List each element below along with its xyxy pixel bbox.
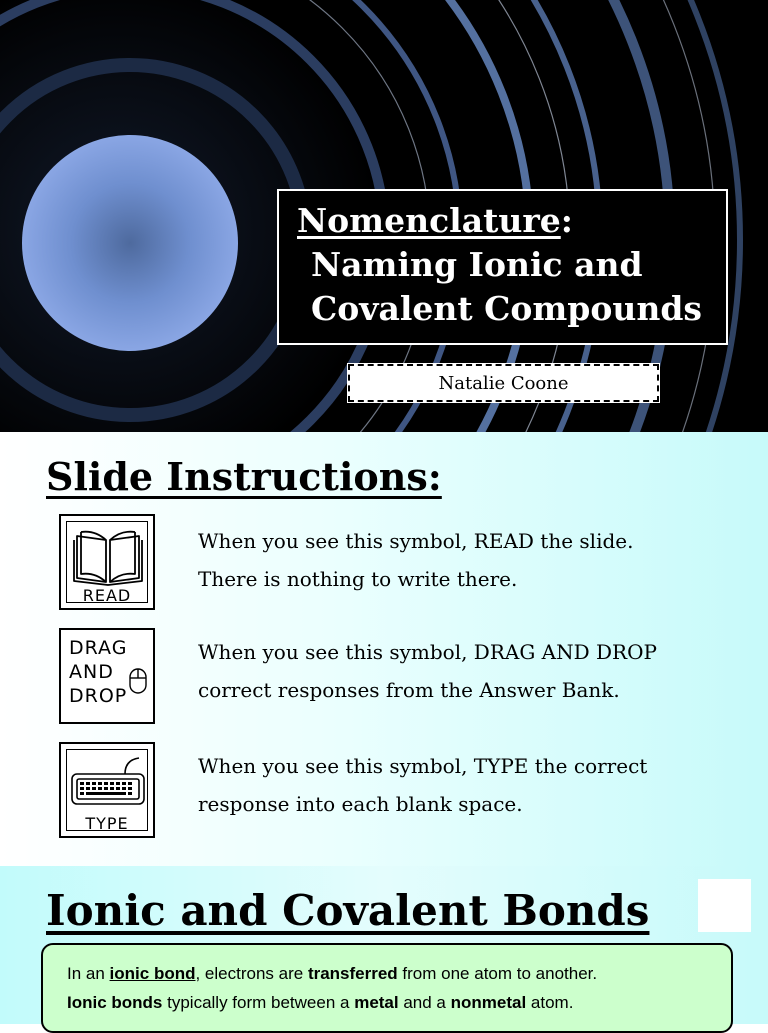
instructions-slide (0, 432, 768, 866)
title-box (277, 189, 728, 345)
read-label: READ (82, 586, 132, 605)
definition-box (41, 943, 733, 1033)
open-book-icon (71, 524, 145, 586)
title-line-3: Covalent Compounds (311, 289, 703, 328)
type-label: TYPE (85, 814, 129, 833)
read-instruction: When you see this symbol, READ the slide. There is nothing to write there. (198, 529, 634, 591)
title-line-1: Nomenclature: (297, 201, 573, 240)
definition-line-2: Ionic bonds typically form between a metal and a nonmetal atom. (67, 993, 574, 1012)
keyboard-icon (69, 752, 147, 808)
title-line-2: Naming Ionic and (311, 245, 643, 284)
slide-heading: Slide Instructions: (46, 454, 442, 499)
drag-and-drop-symbol: DRAG AND DROP (59, 628, 155, 724)
bonds-slide (0, 866, 768, 1024)
title-slide (0, 0, 768, 432)
type-symbol (59, 742, 155, 838)
drag-drop-instruction: When you see this symbol, DRAG AND DROP correct responses from the Answer Bank. (198, 640, 657, 702)
author-name: Natalie Coone (348, 364, 659, 402)
definition-line-1: In an ionic bond, electrons are transferred from one atom to another. (67, 964, 598, 983)
placeholder-square (698, 879, 751, 932)
slide-heading: Ionic and Covalent Bonds (46, 886, 650, 935)
read-symbol (59, 514, 155, 610)
mouse-icon (129, 668, 147, 694)
type-instruction: When you see this symbol, TYPE the correct response into each blank space. (198, 754, 648, 816)
